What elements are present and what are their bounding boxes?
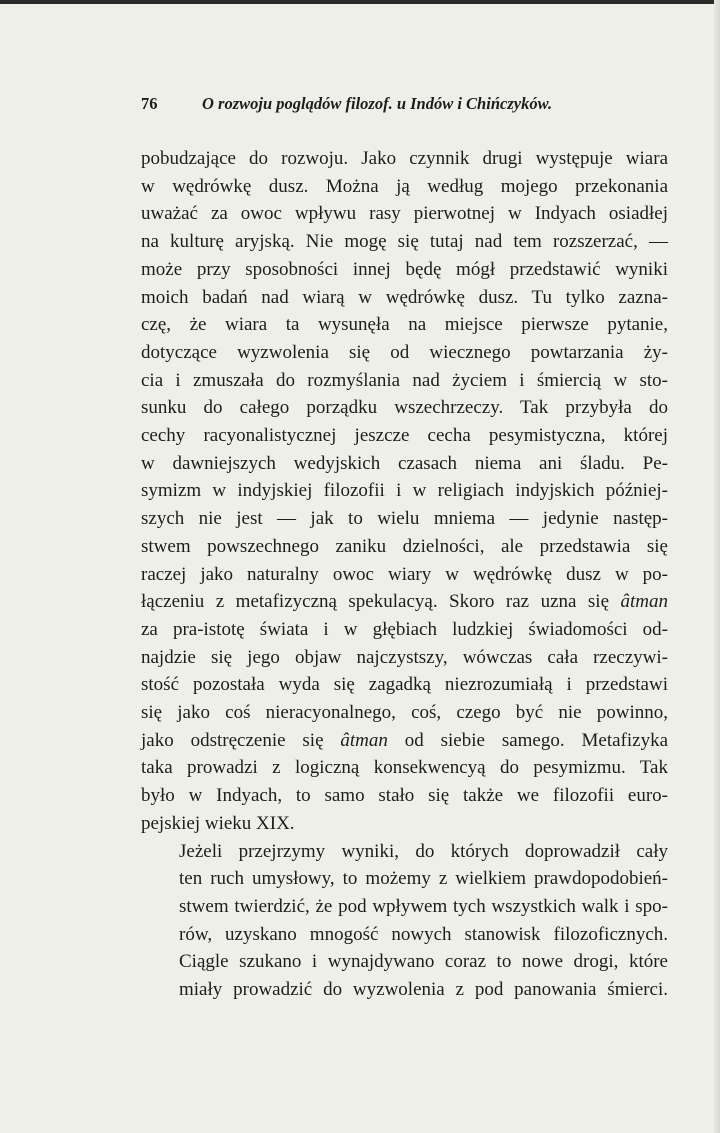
running-header — [141, 94, 661, 114]
text-line: stość pozostała wyda się zagadką niezrozumiałą i przedstawi — [141, 674, 668, 696]
paragraph-1 — [141, 145, 668, 838]
text-line: za pra-istotę świata i w głębiach ludzkiej świadomości od- — [141, 618, 668, 640]
text-line: miały prowadzić do wyzwolenia z pod panowania śmierci. — [179, 979, 668, 1001]
text-line-with-term — [141, 727, 668, 755]
running-title: O rozwoju poglądów filozof. u Indów i Chińczyków. — [202, 94, 553, 113]
scan-top-edge — [0, 0, 720, 4]
line-tail: od siebie samego. Metafizyka — [387, 729, 668, 751]
text-line: moich badań nad wiarą w wędrówkę dusz. Tu tylko zazna- — [141, 286, 668, 308]
text-line: symizm w indyjskiej filozofii i w religiach indyjskich później- — [141, 480, 668, 502]
text-line: w wędrówkę dusz. Można ją według mojego przekonania — [141, 175, 668, 197]
text-line: uważać za owoc wpływu rasy pierwotnej w Indyach osiadłej — [141, 203, 668, 225]
text-line: stwem twierdzić, że pod wpływem tych wszystkich walk i spo- — [179, 895, 668, 917]
text-line: pobudzające do rozwoju. Jako czynnik drugi występuje wiara — [141, 148, 668, 169]
term-atman: âtman — [340, 729, 388, 751]
text-line: czę, że wiara ta wysunęła na miejsce pierwsze pytanie, — [141, 314, 668, 336]
text-line: się jako coś nieracyonalnego, coś, czego być nie powinno, — [141, 702, 668, 724]
text-line: było w Indyach, to samo stało się także we filozofii euro- — [141, 785, 668, 807]
text-line: taka prowadzi z logiczną konsekwencyą do pesymizmu. Tak — [141, 757, 668, 779]
term-atman: âtman — [620, 591, 668, 613]
text-line: w dawniejszych wedyjskich czasach niema ani śladu. Pe- — [141, 452, 668, 474]
text-line: może przy sposobności innej będę mógł przedstawić wyniki — [141, 258, 668, 280]
line-text: jako odstręczenie się — [141, 729, 341, 751]
text-line: cechy racyonalistycznej jeszcze cecha pesymistyczna, której — [141, 425, 668, 447]
paragraph-2 — [141, 838, 668, 1004]
text-line: cia i zmuszała do rozmyślania nad życiem i śmiercią w sto- — [141, 369, 668, 391]
text-line: stwem powszechnego zaniku dzielności, ale przedstawia się — [141, 535, 668, 557]
text-line: Ciągle szukano i wynajdywano coraz to nowe drogi, które — [179, 951, 668, 973]
text-line: najdzie się jego objaw najczystszy, wówczas cała rzeczywi- — [141, 646, 668, 668]
text-line: ten ruch umysłowy, to możemy z wielkiem prawdopodobień- — [179, 868, 668, 890]
text-line: pejskiej wieku XIX. — [141, 812, 295, 834]
text-line: na kulturę aryjską. Nie mogę się tutaj nad tem rozszerzać, — — [141, 231, 668, 253]
text-line: sunku do całego porządku wszechrzeczy. Tak przybyła do — [141, 397, 668, 419]
text-line: szych nie jest — jak to wielu mniema — jedynie następ- — [141, 508, 668, 530]
page-number: 76 — [141, 94, 158, 113]
line-text: łączeniu z metafizyczną spekulacyą. Skoro raz uzna się — [141, 591, 621, 613]
text-line: raczej jako naturalny owoc wiary w wędrówkę dusz w po- — [141, 563, 668, 585]
scan-right-edge — [714, 0, 720, 1133]
text-line: Jeżeli przejrzymy wyniki, do których doprowadził cały — [179, 840, 668, 862]
text-line: rów, uzyskano mnogość nowych stanowisk filozoficznych. — [179, 923, 668, 945]
text-line-with-term — [141, 588, 668, 616]
body-text — [141, 145, 668, 1004]
text-line: dotyczące wyzwolenia się od wiecznego powtarzania ży- — [141, 341, 668, 363]
